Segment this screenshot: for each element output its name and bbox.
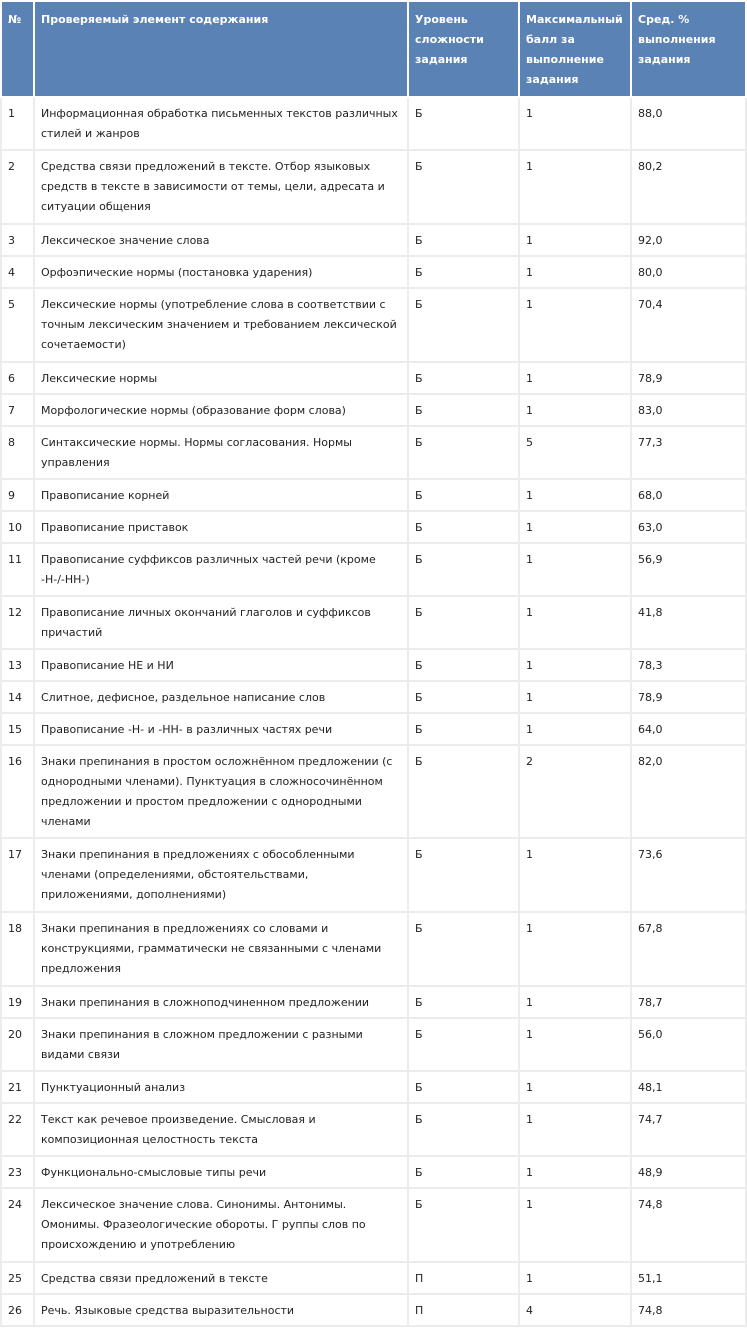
cell-avg-percent: 63,0 [631,511,746,543]
cell-topic: Морфологические нормы (образование форм слова) [34,394,408,426]
cell-level: Б [408,838,519,912]
cell-avg-percent: 48,9 [631,1156,746,1188]
cell-max-score: 1 [519,1156,631,1188]
table-row [1,256,746,288]
cell-num: 3 [1,224,34,256]
cell-level: Б [408,1071,519,1103]
cell-num: 25 [1,1262,34,1294]
cell-topic: Правописание корней [34,479,408,511]
cell-num: 9 [1,479,34,511]
cell-topic: Орфоэпические нормы (постановка ударения) [34,256,408,288]
cell-avg-percent: 82,0 [631,745,746,838]
table-row [1,394,746,426]
cell-num: 14 [1,681,34,713]
cell-avg-percent: 56,0 [631,1018,746,1071]
table-row [1,713,746,745]
cell-level: Б [408,1156,519,1188]
cell-max-score: 1 [519,912,631,986]
table-row [1,745,746,838]
cell-topic: Знаки препинания в предложениях со словами и конструкциями, грамматически не связанными с членами предложения [34,912,408,986]
cell-num: 15 [1,713,34,745]
table-row [1,362,746,394]
table-body [1,97,746,1326]
cell-num: 8 [1,426,34,479]
cell-level: Б [408,150,519,224]
cell-topic: Синтаксические нормы. Нормы согласования. Нормы управления [34,426,408,479]
table-row [1,1188,746,1262]
cell-max-score: 2 [519,745,631,838]
cell-avg-percent: 92,0 [631,224,746,256]
cell-level: Б [408,1103,519,1156]
cell-level: Б [408,224,519,256]
cell-avg-percent: 70,4 [631,288,746,362]
cell-topic: Правописание -Н- и -НН- в различных частях речи [34,713,408,745]
cell-level: Б [408,511,519,543]
cell-topic: Слитное, дефисное, раздельное написание слов [34,681,408,713]
cell-topic: Пунктуационный анализ [34,1071,408,1103]
cell-max-score: 1 [519,1071,631,1103]
table-row [1,479,746,511]
cell-num: 4 [1,256,34,288]
cell-topic: Правописание личных окончаний глаголов и суффиксов причастий [34,596,408,649]
cell-max-score: 1 [519,1103,631,1156]
cell-topic: Текст как речевое произведение. Смысловая и композиционная целостность текста [34,1103,408,1156]
table-row [1,426,746,479]
table-row [1,838,746,912]
cell-avg-percent: 67,8 [631,912,746,986]
cell-max-score: 1 [519,649,631,681]
cell-topic: Правописание приставок [34,511,408,543]
cell-avg-percent: 48,1 [631,1071,746,1103]
table-row [1,1018,746,1071]
table-row [1,681,746,713]
cell-level: Б [408,745,519,838]
cell-max-score: 4 [519,1294,631,1326]
cell-num: 22 [1,1103,34,1156]
cell-max-score: 1 [519,394,631,426]
cell-level: Б [408,362,519,394]
cell-topic: Знаки препинания в предложениях с обособленными членами (определениями, обстоятельствами, приложениями, дополнениями) [34,838,408,912]
header-avg-percent: Сред. % выполнения задания [631,1,746,97]
cell-num: 1 [1,97,34,150]
cell-num: 17 [1,838,34,912]
cell-num: 10 [1,511,34,543]
cell-max-score: 1 [519,596,631,649]
cell-topic: Лексическое значение слова. Синонимы. Антонимы. Омонимы. Фразеологические обороты. Г руппы слов по происхождению и употреблению [34,1188,408,1262]
table-row [1,97,746,150]
cell-topic: Информационная обработка письменных текстов различных стилей и жанров [34,97,408,150]
table-row [1,543,746,596]
header-topic: Проверяемый элемент содержания [34,1,408,97]
cell-level: П [408,1262,519,1294]
cell-num: 13 [1,649,34,681]
cell-num: 23 [1,1156,34,1188]
cell-num: 21 [1,1071,34,1103]
cell-avg-percent: 64,0 [631,713,746,745]
header-row [1,1,746,97]
cell-avg-percent: 56,9 [631,543,746,596]
cell-max-score: 1 [519,479,631,511]
cell-topic: Средства связи предложений в тексте [34,1262,408,1294]
cell-level: Б [408,1188,519,1262]
cell-topic: Функционально-смысловые типы речи [34,1156,408,1188]
table-row [1,288,746,362]
cell-level: Б [408,596,519,649]
cell-avg-percent: 80,2 [631,150,746,224]
cell-level: Б [408,394,519,426]
cell-num: 2 [1,150,34,224]
cell-num: 6 [1,362,34,394]
cell-avg-percent: 74,7 [631,1103,746,1156]
cell-topic: Правописание суффиксов различных частей речи (кроме -Н-/-НН-) [34,543,408,596]
cell-max-score: 1 [519,224,631,256]
cell-max-score: 1 [519,362,631,394]
cell-avg-percent: 78,3 [631,649,746,681]
cell-avg-percent: 78,9 [631,681,746,713]
cell-max-score: 1 [519,543,631,596]
table-row [1,596,746,649]
cell-max-score: 1 [519,511,631,543]
cell-topic: Правописание НЕ и НИ [34,649,408,681]
cell-level: Б [408,543,519,596]
header-max-score: Максимальный балл за выполнение задания [519,1,631,97]
cell-topic: Знаки препинания в простом осложнённом предложении (с однородными членами). Пунктуация в сложносочинённом предложении и простом предложении с однородными членами [34,745,408,838]
cell-num: 19 [1,986,34,1018]
cell-level: Б [408,912,519,986]
cell-avg-percent: 77,3 [631,426,746,479]
cell-max-score: 1 [519,986,631,1018]
cell-avg-percent: 88,0 [631,97,746,150]
table-row [1,1156,746,1188]
table-header [1,1,746,97]
cell-max-score: 1 [519,1188,631,1262]
table-row [1,224,746,256]
cell-avg-percent: 74,8 [631,1188,746,1262]
cell-max-score: 1 [519,1018,631,1071]
cell-num: 16 [1,745,34,838]
table-row [1,912,746,986]
cell-num: 7 [1,394,34,426]
cell-topic: Речь. Языковые средства выразительности [34,1294,408,1326]
cell-topic: Лексические нормы (употребление слова в соответствии с точным лексическим значением и требованием лексической сочетаемости) [34,288,408,362]
cell-num: 20 [1,1018,34,1071]
cell-topic: Знаки препинания в сложном предложении с разными видами связи [34,1018,408,1071]
cell-avg-percent: 78,7 [631,986,746,1018]
cell-num: 11 [1,543,34,596]
cell-num: 24 [1,1188,34,1262]
cell-max-score: 1 [519,713,631,745]
header-level: Уровень сложности задания [408,1,519,97]
cell-max-score: 1 [519,97,631,150]
cell-max-score: 1 [519,1262,631,1294]
cell-level: Б [408,986,519,1018]
cell-max-score: 1 [519,288,631,362]
table-row [1,511,746,543]
cell-level: Б [408,426,519,479]
table-row [1,1103,746,1156]
cell-level: Б [408,479,519,511]
cell-num: 5 [1,288,34,362]
table-row [1,1262,746,1294]
cell-avg-percent: 78,9 [631,362,746,394]
cell-avg-percent: 68,0 [631,479,746,511]
table-row [1,986,746,1018]
cell-max-score: 1 [519,256,631,288]
cell-avg-percent: 80,0 [631,256,746,288]
cell-max-score: 1 [519,838,631,912]
cell-avg-percent: 83,0 [631,394,746,426]
cell-level: Б [408,97,519,150]
cell-topic: Средства связи предложений в тексте. Отбор языковых средств в тексте в зависимости от темы, цели, адресата и ситуации общения [34,150,408,224]
cell-avg-percent: 41,8 [631,596,746,649]
cell-level: Б [408,681,519,713]
cell-level: Б [408,1018,519,1071]
table-row [1,1294,746,1326]
cell-num: 26 [1,1294,34,1326]
cell-level: П [408,1294,519,1326]
cell-max-score: 5 [519,426,631,479]
cell-num: 18 [1,912,34,986]
header-num: № [1,1,34,97]
cell-level: Б [408,288,519,362]
cell-max-score: 1 [519,150,631,224]
table-row [1,649,746,681]
cell-avg-percent: 73,6 [631,838,746,912]
cell-topic: Лексическое значение слова [34,224,408,256]
cell-level: Б [408,256,519,288]
table-row [1,1071,746,1103]
table-row [1,150,746,224]
cell-avg-percent: 74,8 [631,1294,746,1326]
cell-max-score: 1 [519,681,631,713]
cell-num: 12 [1,596,34,649]
cell-level: Б [408,649,519,681]
cell-topic: Лексические нормы [34,362,408,394]
cell-avg-percent: 51,1 [631,1262,746,1294]
cell-topic: Знаки препинания в сложноподчиненном предложении [34,986,408,1018]
cell-level: Б [408,713,519,745]
